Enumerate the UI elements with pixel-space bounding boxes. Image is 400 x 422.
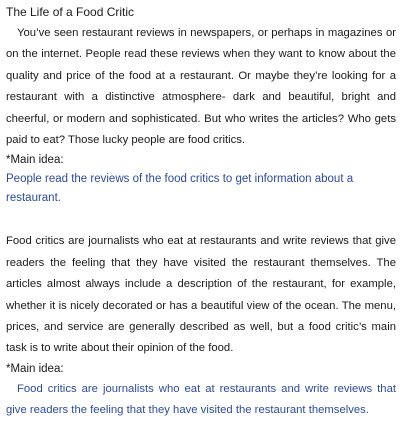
paragraph-gap: [6, 208, 396, 231]
main-idea-label-2: *Main idea:: [6, 362, 64, 375]
main-idea-answer-2: Food critics are journalists who eat at restaurants and write reviews that give readers the feeling that they have visited the restaurant themselves.: [6, 382, 396, 417]
document-title: The Life of a Food Critic: [6, 5, 135, 19]
main-idea-answer-1: People read the reviews of the food critics to get information about a restaurant.: [6, 173, 354, 205]
paragraph-1: You’ve seen restaurant reviews in newspapers, or perhaps in magazines or on the internet. People read these reviews when they want to know about the quality and price of the food at a restaurant. Or maybe they’re looking for a restaurant with a distinctive atmosphere- dark and beautiful, bright and cheerful, or modern and sophisticated. But who writes the articles? Who gets paid to eat? Those lucky people are food critics.: [6, 27, 396, 147]
paragraph-2: Food critics are journalists who eat at restaurants and write reviews that give readers the feeling that they have visited the restaurant themselves. The articles almost always include a description of the restaurant, for example, whether it is nicely decorated or has a beautiful view of the ocean. The menu, prices, and service are generally described as well, but a food critic’s main task is to write about their opinion of the food.: [6, 235, 396, 355]
document-page: [6, 4, 396, 422]
main-idea-label-1: *Main idea:: [6, 154, 64, 167]
